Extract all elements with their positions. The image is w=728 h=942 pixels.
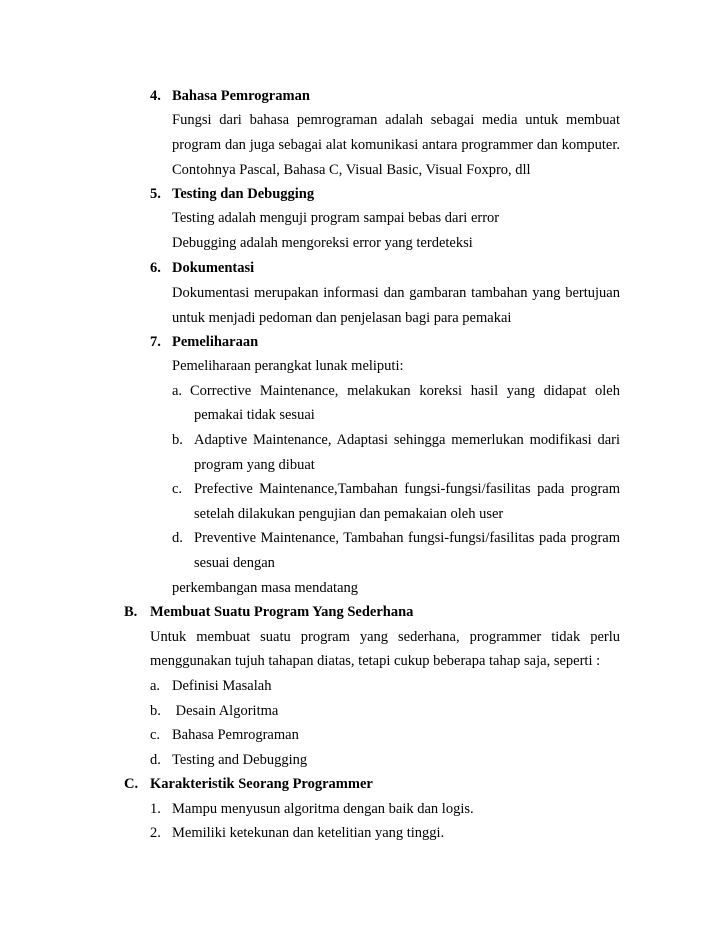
item-7-sub-a-line-1: Corrective Maintenance, melakukan koreksi hasil yang didapat oleh	[190, 383, 620, 399]
item-6-line-2: untuk menjadi pedoman dan penjelasan bagi para pemakai	[172, 310, 512, 326]
item-4-number: 4.	[150, 88, 161, 104]
section-c-label: C.	[124, 776, 139, 792]
item-7-outro: perkembangan masa mendatang	[172, 580, 359, 596]
item-7-sub-b-label: b.	[172, 432, 183, 448]
item-7-sub-b-line-2: program yang dibuat	[194, 457, 315, 473]
section-b-list-c-label: c.	[150, 727, 161, 743]
section-c-list-1-label: 1.	[150, 801, 161, 817]
item-4-line-1: Fungsi dari bahasa pemrograman adalah sebagai media untuk membuat	[172, 112, 620, 128]
item-7-sub-c-line-2: setelah dilakukan pengujian dan pemakaian oleh user	[194, 506, 504, 522]
section-b-list-b-label: b.	[150, 703, 161, 719]
item-6-line-1: Dokumentasi merupakan informasi dan gambaran tambahan yang bertujuan	[172, 285, 620, 301]
section-b-list-d-label: d.	[150, 752, 161, 768]
item-5-title: Testing dan Debugging	[172, 186, 315, 202]
section-c-title: Karakteristik Seorang Programmer	[150, 776, 373, 792]
item-7-number: 7.	[150, 334, 161, 350]
item-4-line-3: Contohnya Pascal, Bahasa C, Visual Basic, Visual Foxpro, dll	[172, 162, 531, 178]
item-6-number: 6.	[150, 260, 161, 276]
section-b-list-a: Definisi Masalah	[172, 678, 272, 694]
item-5-line-1: Testing adalah menguji program sampai bebas dari error	[172, 210, 500, 226]
section-b-list-d: Testing and Debugging	[172, 752, 308, 768]
item-7-title: Pemeliharaan	[172, 334, 259, 350]
item-7-sub-a-line-2: pemakai tidak sesuai	[194, 407, 315, 423]
item-7-sub-c-label: c.	[172, 481, 183, 497]
section-c-list-1: Mampu menyusun algoritma dengan baik dan logis.	[172, 801, 474, 817]
section-b-label: B.	[124, 604, 138, 620]
item-7-sub-d-line-1: Preventive Maintenance, Tambahan fungsi-fungsi/fasilitas pada program	[194, 530, 620, 546]
section-c-list-2: Memiliki ketekunan dan ketelitian yang tinggi.	[172, 825, 445, 841]
item-7-sub-d-line-2: sesuai dengan	[194, 555, 275, 571]
item-4-title: Bahasa Pemrograman	[172, 88, 310, 104]
section-b-list-c: Bahasa Pemrograman	[172, 727, 299, 743]
item-7-sub-d-label: d.	[172, 530, 183, 546]
section-c-list-2-label: 2.	[150, 825, 161, 841]
section-b-list-a-label: a.	[150, 678, 161, 694]
item-7-sub-b-line-1: Adaptive Maintenance, Adaptasi sehingga memerlukan modifikasi dari	[194, 432, 620, 448]
item-6-title: Dokumentasi	[172, 260, 255, 276]
item-5-number: 5.	[150, 186, 161, 202]
item-4-line-2: program dan juga sebagai alat komunikasi antara programmer dan komputer.	[172, 137, 620, 153]
section-b-para-line-2: menggunakan tujuh tahapan diatas, tetapi cukup beberapa tahap saja, seperti :	[150, 653, 601, 669]
item-7-intro: Pemeliharaan perangkat lunak meliputi:	[172, 358, 404, 374]
item-7-sub-c-line-1: Prefective Maintenance,Tambahan fungsi-fungsi/fasilitas pada program	[194, 481, 620, 497]
section-b-title: Membuat Suatu Program Yang Sederhana	[150, 604, 414, 620]
item-7-sub-a-label: a.	[172, 383, 183, 399]
item-5-line-2: Debugging adalah mengoreksi error yang terdeteksi	[172, 235, 473, 251]
section-b-para-line-1: Untuk membuat suatu program yang sederhana, programmer tidak perlu	[150, 629, 620, 645]
section-b-list-b: Desain Algoritma	[172, 703, 279, 719]
